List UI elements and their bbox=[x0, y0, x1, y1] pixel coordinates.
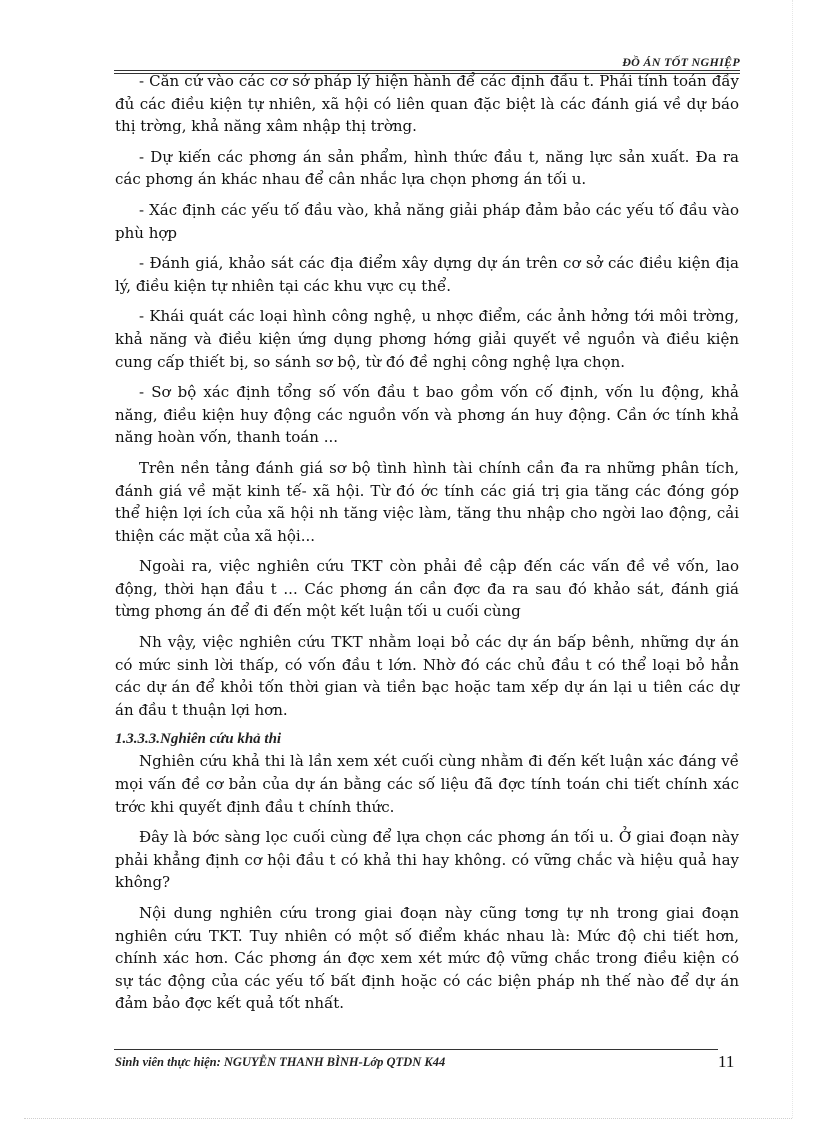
page-number: 11 bbox=[718, 1052, 735, 1071]
paragraph: - Sơ bộ xác định tổng số vốn đầu t bao gồm vốn cố định, vốn lu động, khả năng, điều kiện huy động các nguồn vốn và phơng án huy động. Cần ớc tính khả năng hoàn vốn, thanh toán ... bbox=[115, 383, 739, 447]
paragraph: - Dự kiến các phơng án sản phẩm, hình thức đầu t, năng lực sản xuất. Đa ra các phơng án khác nhau để cân nhắc lựa chọn phơng án tối u. bbox=[115, 147, 739, 189]
paragraph: - Căn cứ vào các cơ sở pháp lý hiện hành để các định đầu t. Phải tính toán đầy đủ các điều kiện tự nhiên, xã hội có liên quan đặc biệt là các đánh giá về dự báo thị trờng, khả năng xâm nhập thị trờng. bbox=[115, 72, 739, 136]
page-edge-right bbox=[792, 0, 793, 1118]
paragraph: - Đánh giá, khảo sát các địa điểm xây dựng dự án trên cơ sở các điều kiện địa lý, điều kiện tự nhiên tại các khu vực cụ thể. bbox=[115, 254, 739, 295]
paragraph: Nh vậy, việc nghiên cứu TKT nhằm loại bỏ các dự án bấp bênh, những dự án có mức sinh lời thấp, có vốn đầu t lớn. Nhờ đó các chủ đầu t có thể loại bỏ hẳn các dự án để khỏi tốn thời gian và tiền bạc hoặc tam xếp dự án lại u tiên các dự án đầu t thuận lợi hơn. bbox=[115, 633, 739, 719]
footer-rule bbox=[114, 1049, 718, 1050]
header-title: ĐỒ ÁN TỐT NGHIỆP bbox=[622, 55, 740, 69]
paragraph: Nghiên cứu khả thi là lần xem xét cuối cùng nhằm đi đến kết luận xác đáng về mọi vấn đề cơ bản của dự án bằng các số liệu đã đợc tính toán chi tiết chính xác trớc khi quyết định đầu t chính thức. bbox=[115, 752, 739, 816]
paragraph: - Khái quát các loại hình công nghệ, u nhợc điểm, các ảnh hởng tới môi trờng, khả năng và điều kiện ứng dụng phơng hớng giải quyết về nguồn và điều kiện cung cấp thiết bị, so sánh sơ bộ, từ đó đề nghị công nghệ lựa chọn. bbox=[115, 307, 739, 371]
paragraph: Đây là bớc sàng lọc cuối cùng để lựa chọn các phơng án tối u. Ở giai đoạn này phải khẳng định cơ hội đầu t có khả thi hay không. có vững chắc và hiệu quả hay không? bbox=[115, 828, 739, 892]
section-heading: 1.3.3.3.Nghiên cứu khả thi bbox=[115, 731, 282, 748]
footer-author: Sinh viên thực hiện: NGUYỄN THANH BÌNH-Lớp QTDN K44 bbox=[115, 1055, 446, 1069]
document-body bbox=[115, 70, 739, 1023]
paragraph: - Xác định các yếu tố đầu vào, khả năng giải pháp đảm bảo các yếu tố đầu vào phù hợp bbox=[115, 200, 739, 242]
paragraph: Nội dung nghiên cứu trong giai đoạn này cũng tơng tự nh trong giai đoạn nghiên cứu TKT. Tuy nhiên có một số điểm khác nhau là: Mức độ chi tiết hơn, chính xác hơn. Các phơng án đợc xem xét mức độ vững chắc trong điều kiện có sự tác động của các yếu tố bất định hoặc có các biện pháp nh thế nào để dự án đảm bảo đợc kết quả tốt nhất. bbox=[115, 904, 739, 1013]
paragraph: Ngoài ra, việc nghiên cứu TKT còn phải đề cập đến các vấn đề về vốn, lao động, thời hạn đầu t ... Các phơng án cần đợc đa ra sau đó khảo sát, đánh giá từng phơng án để đi đến một kết luận tối u cuối cùng bbox=[115, 557, 739, 621]
paragraph: Trên nền tảng đánh giá sơ bộ tình hình tài chính cần đa ra những phân tích, đánh giá về mặt kinh tế- xã hội. Từ đó ớc tính các giá trị gia tăng các đóng góp thể hiện lợi ích của xã hội nh tăng việc làm, tăng thu nhập cho ngời lao động, cải thiện các mặt của xã hội... bbox=[115, 458, 739, 545]
page-edge-bottom bbox=[24, 1118, 792, 1119]
